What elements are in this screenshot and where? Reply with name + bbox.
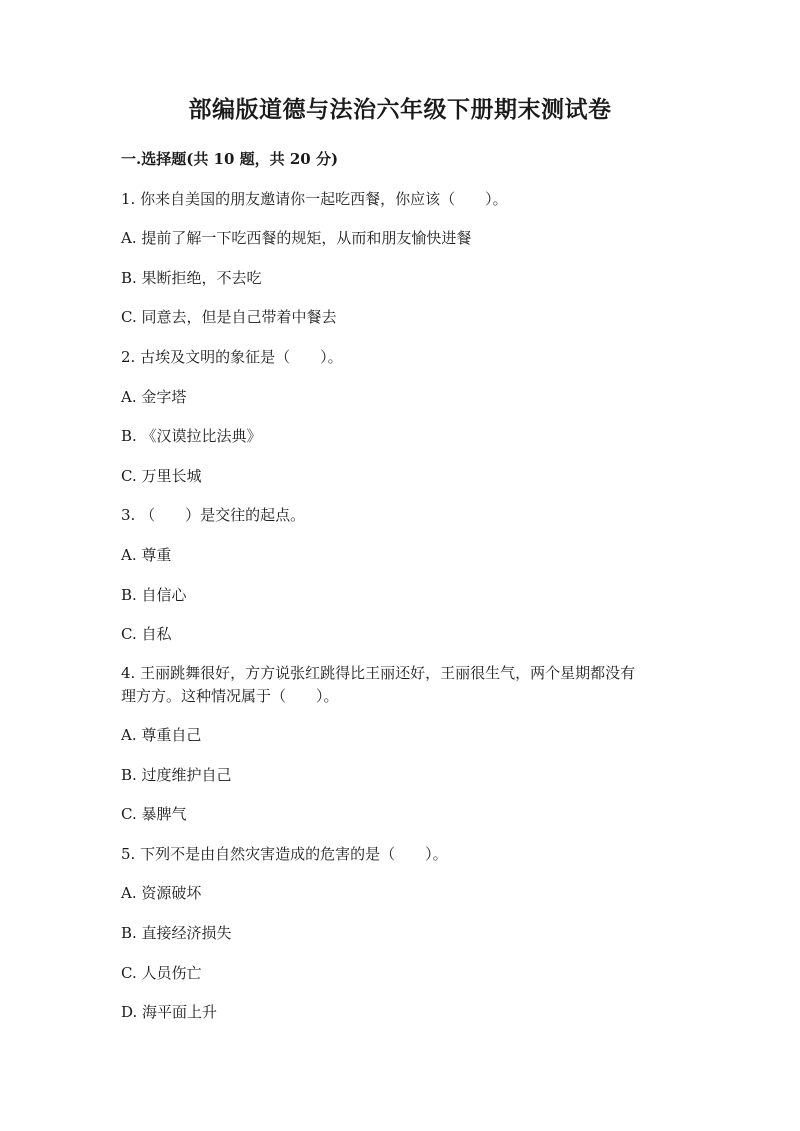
question-3-option-c: C. 自私: [121, 625, 172, 643]
question-2-stem: 2. 古埃及文明的象征是（ ）。: [121, 348, 343, 366]
question-4-stem-line-1: 4. 王丽跳舞很好，方方说张红跳得比王丽还好，王丽很生气，两个星期都没有: [121, 664, 636, 682]
question-2-option-a: A. 金字塔: [121, 388, 187, 406]
question-4-option-b: B. 过度维护自己: [121, 766, 232, 784]
question-2-option-c: C. 万里长城: [121, 467, 202, 485]
section-heading: 一.选择题(共 10 题，共 20 分): [121, 150, 339, 168]
question-2-option-b: B. 《汉谟拉比法典》: [121, 427, 262, 445]
question-3-option-b: B. 自信心: [121, 586, 187, 604]
question-3-stem: 3. （ ）是交往的起点。: [121, 506, 306, 524]
page-title: 部编版道德与法治六年级下册期末测试卷: [188, 96, 612, 123]
question-5-option-c: C. 人员伤亡: [121, 964, 202, 982]
question-1-option-b: B. 果断拒绝，不去吃: [121, 269, 262, 287]
question-1-stem: 1. 你来自美国的朋友邀请你一起吃西餐，你应该（ ）。: [121, 190, 508, 208]
question-1-option-c: C. 同意去，但是自己带着中餐去: [121, 308, 337, 326]
question-4-option-a: A. 尊重自己: [121, 726, 202, 744]
question-5-stem: 5. 下列不是由自然灾害造成的危害的是（ ）。: [121, 845, 448, 863]
question-1-option-a: A. 提前了解一下吃西餐的规矩，从而和朋友愉快进餐: [121, 229, 472, 247]
question-4-option-c: C. 暴脾气: [121, 805, 187, 823]
question-5-option-d: D. 海平面上升: [121, 1003, 218, 1021]
question-4-stem-line-2: 理方方。这种情况属于（ ）。: [121, 687, 339, 705]
question-5-option-a: A. 资源破坏: [121, 884, 202, 902]
question-5-option-b: B. 直接经济损失: [121, 924, 232, 942]
question-3-option-a: A. 尊重: [121, 546, 172, 564]
